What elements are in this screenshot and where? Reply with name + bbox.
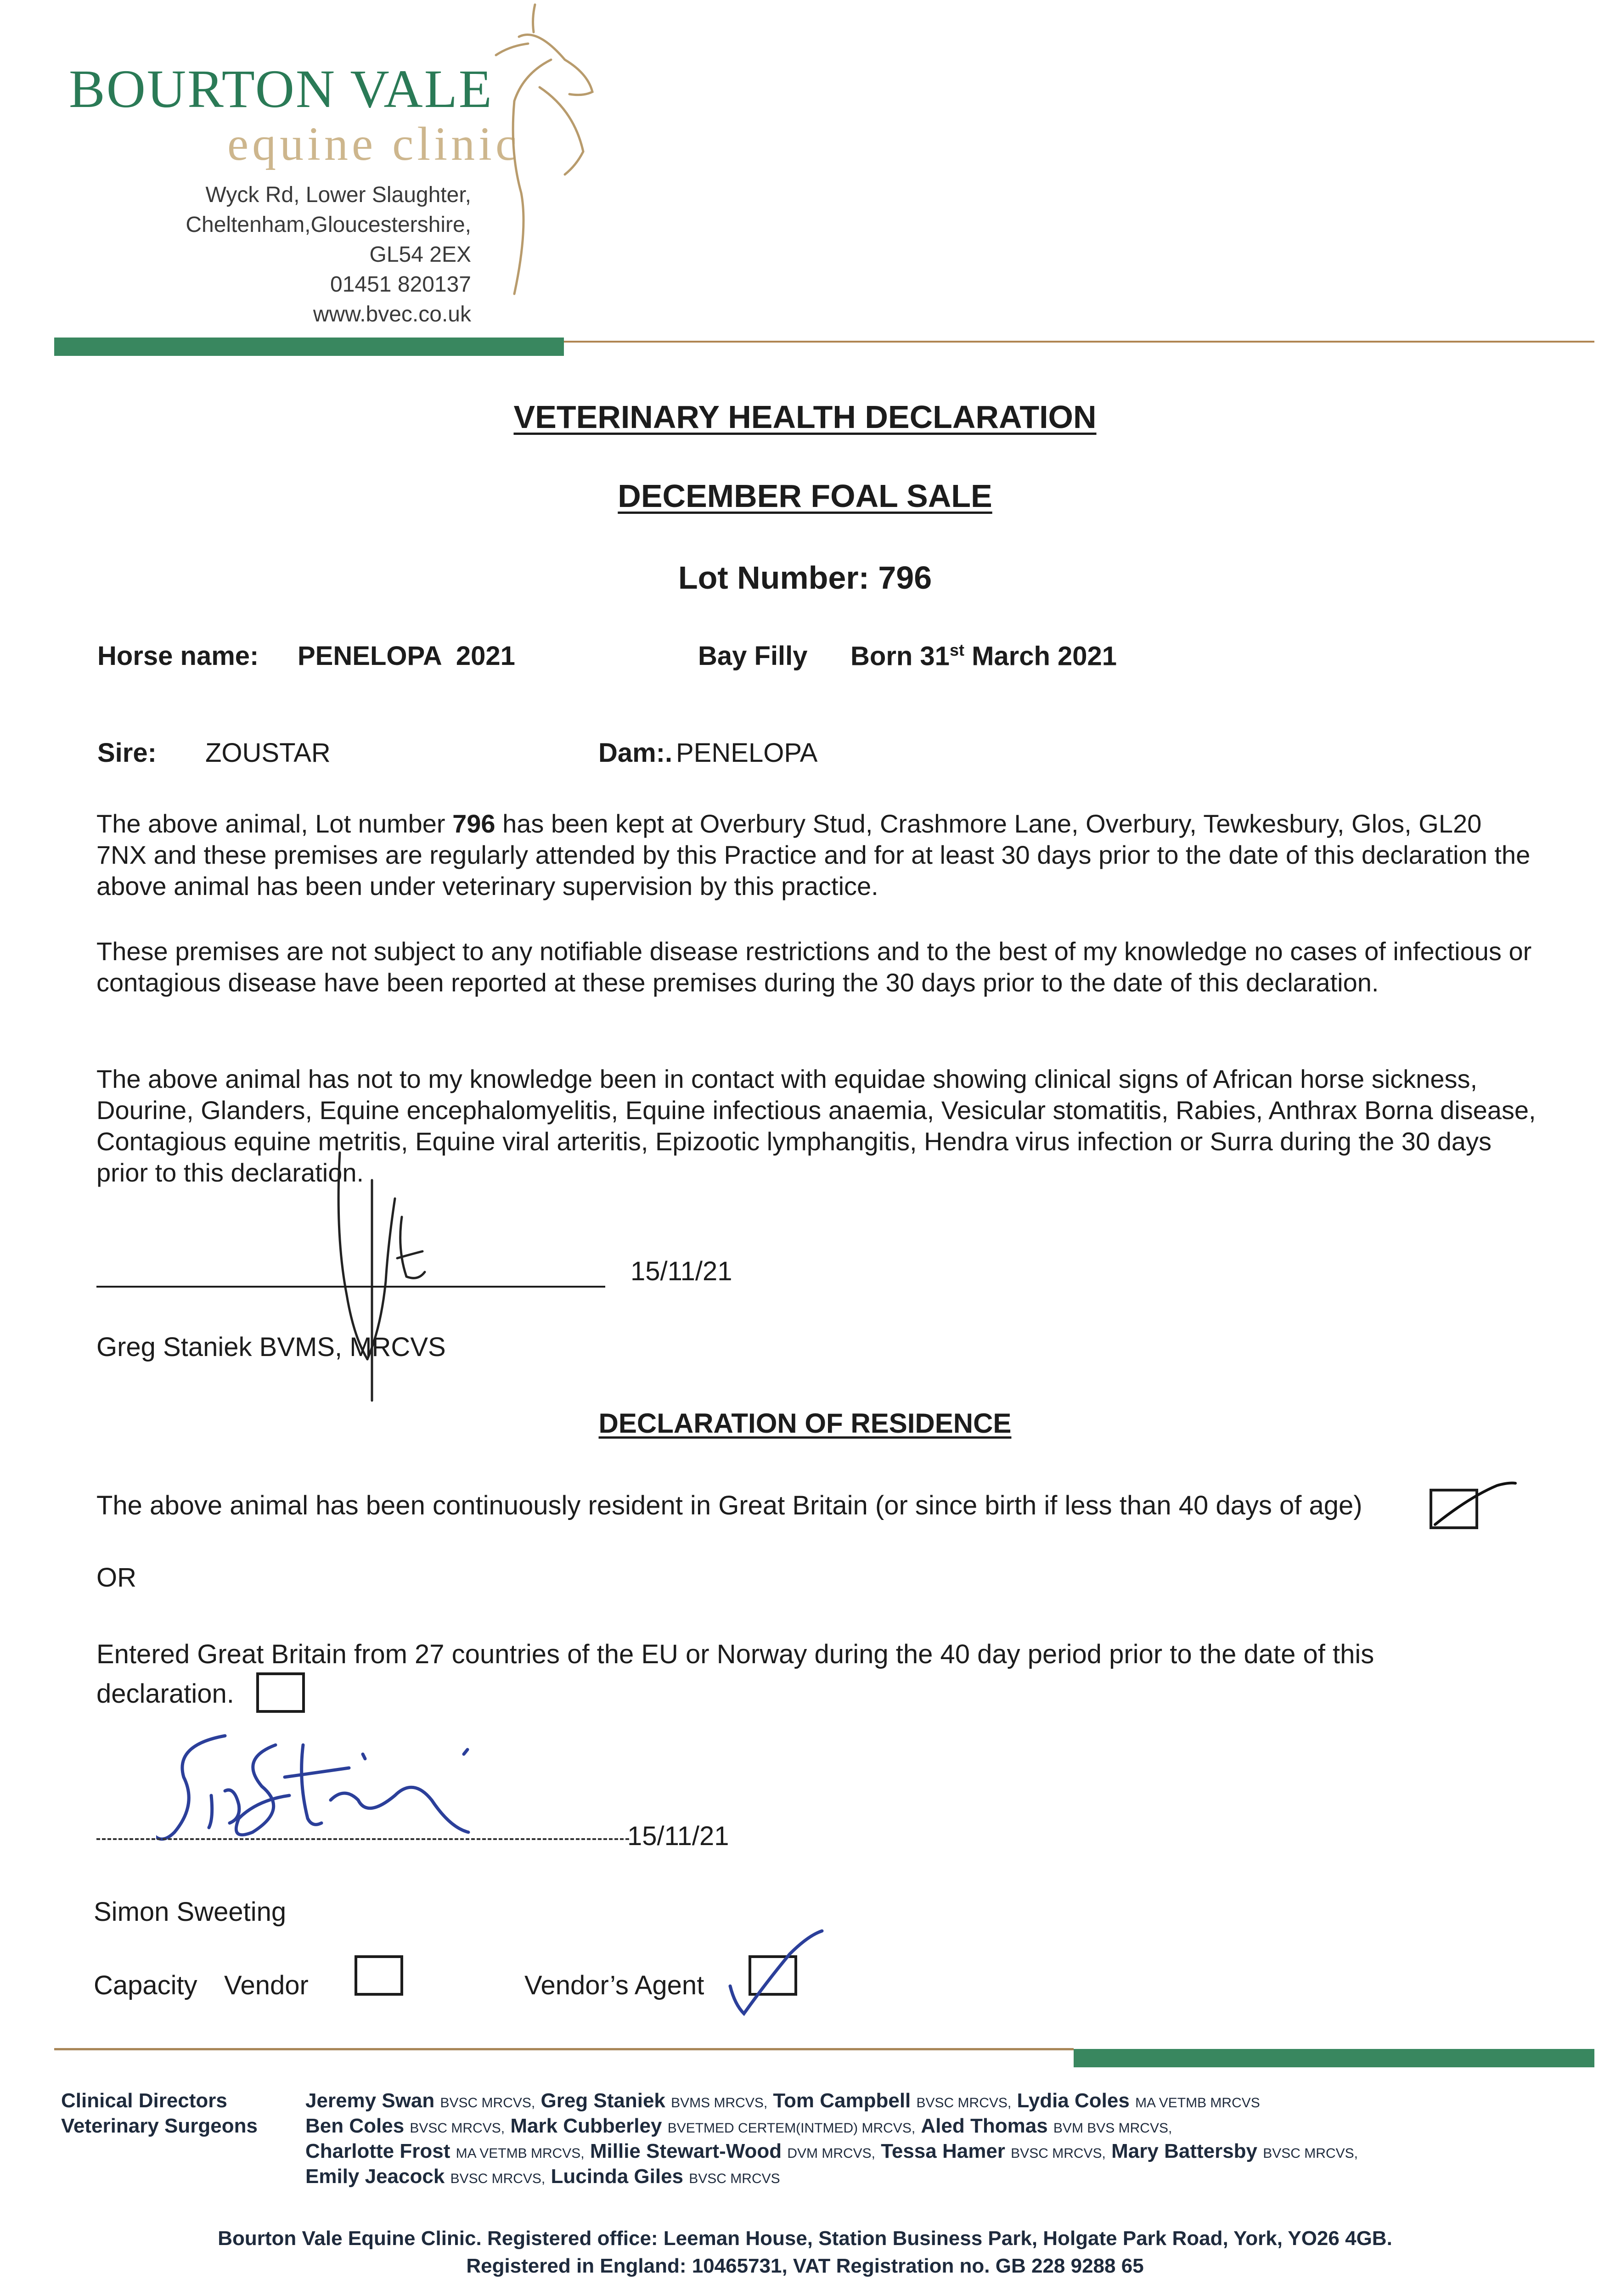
staff-qualification: BVSC MRCVS, xyxy=(1011,2146,1106,2161)
vendor-signature-date: 15/11/21 xyxy=(627,1821,729,1851)
staff-qualification: BVSC MRCVS, xyxy=(1263,2146,1358,2161)
staff-qualification: BVSC MRCVS xyxy=(689,2171,780,2186)
staff-name: Lydia Coles xyxy=(1017,2089,1130,2112)
sire-label: Sire: xyxy=(97,738,157,768)
document-subtitle: DECEMBER FOAL SALE xyxy=(618,478,992,514)
agent-option-label: Vendor’s Agent xyxy=(524,1970,704,2000)
checkmark-icon xyxy=(1428,1474,1520,1538)
residence-option-1: The above animal has been continuously resident in Great Britain (or since birth if less than 40 days of age) xyxy=(96,1491,1362,1520)
born-ordinal: st xyxy=(949,641,964,659)
horse-description: Bay Filly xyxy=(698,641,808,671)
staff-qualification: BVSC MRCVS, xyxy=(440,2095,535,2110)
capacity-label: Capacity xyxy=(94,1970,197,2000)
vet-signature-date: 15/11/21 xyxy=(630,1256,732,1286)
header-rule-gold xyxy=(564,341,1594,343)
dam-label: Dam:. xyxy=(598,738,673,768)
staff-name: Millie Stewart-Wood xyxy=(590,2140,782,2162)
staff-name: Jeremy Swan xyxy=(305,2089,435,2112)
vendor-signature-icon xyxy=(156,1727,569,1864)
vet-signature-icon xyxy=(303,1143,450,1410)
vendor-checkbox[interactable] xyxy=(355,1955,403,1996)
staff-qualification: BVETMED CERTEM(INTMED) MRCVS, xyxy=(667,2121,916,2136)
horse-name-label: Horse name: xyxy=(97,641,259,671)
staff-qualification: BVSC MRCVS, xyxy=(410,2121,505,2136)
vendor-option-label: Vendor xyxy=(224,1970,309,2000)
footer-rule-green xyxy=(1074,2049,1594,2067)
staff-line-3 xyxy=(305,2140,1358,2163)
declaration-paragraph-2: These premises are not subject to any notifiable disease restrictions and to the best of my knowledge no cases of infectious or contagious disease have been reported at these premises during the 30 days prior to the date of this declaration. xyxy=(96,937,1532,997)
staff-name: Tom Campbell xyxy=(773,2089,911,2112)
lot-number xyxy=(0,559,1610,596)
staff-line-2 xyxy=(305,2115,1172,2138)
residence-option-2-text: Entered Great Britain from 27 countries of the EU or Norway during the 40 day period prior to the date of this declaration. xyxy=(96,1639,1374,1709)
staff-qualification: BVSC MRCVS, xyxy=(916,2095,1012,2110)
lot-label: Lot Number: xyxy=(678,560,869,596)
staff-name: Charlotte Frost xyxy=(305,2140,450,2162)
vet-signatory-name: Greg Staniek BVMS, MRCVS xyxy=(96,1332,446,1362)
staff-line-1 xyxy=(305,2089,1260,2112)
staff-name: Mary Battersby xyxy=(1111,2140,1258,2162)
staff-name: Emily Jeacock xyxy=(305,2165,445,2188)
header-rule-green xyxy=(54,338,564,356)
staff-qualification: MA VETMB MRCVS, xyxy=(456,2146,585,2161)
staff-qualification: DVM MRCVS, xyxy=(787,2146,876,2161)
staff-name: Greg Staniek xyxy=(540,2089,665,2112)
phone-number: 01451 820137 xyxy=(330,272,471,297)
staff-qualification: BVMS MRCVS, xyxy=(671,2095,768,2110)
website-url: www.bvec.co.uk xyxy=(313,302,471,326)
staff-qualification: BVSC MRCVS, xyxy=(450,2171,546,2186)
registered-office: Bourton Vale Equine Clinic. Registered office: Leeman House, Station Business Park, Holgate Park Road, York, YO26 4GB. xyxy=(218,2227,1392,2250)
declaration-paragraph-1 xyxy=(96,808,1538,902)
born-prefix: Born 31 xyxy=(850,641,950,671)
staff-name: Mark Cubberley xyxy=(510,2115,662,2137)
clinical-directors-label: Clinical Directors xyxy=(61,2089,227,2112)
clinic-logo-subname: equine clinic xyxy=(227,118,521,170)
residence-option-2-checkbox[interactable] xyxy=(256,1672,305,1713)
company-registration: Registered in England: 10465731, VAT Registration no. GB 228 9288 65 xyxy=(466,2255,1144,2277)
address-line: Cheltenham,Gloucestershire, xyxy=(186,213,471,237)
born-suffix: March 2021 xyxy=(964,641,1117,671)
document-title: VETERINARY HEALTH DECLARATION xyxy=(513,399,1097,435)
sire-value: ZOUSTAR xyxy=(205,738,331,768)
vet-signature-line xyxy=(96,1286,605,1288)
staff-qualification: BVM BVS MRCVS, xyxy=(1053,2121,1172,2136)
lot-number-inline: 796 xyxy=(452,809,495,838)
address-line: Wyck Rd, Lower Slaughter, xyxy=(205,183,471,207)
footer-rule-gold xyxy=(54,2048,1074,2050)
horse-logo-icon xyxy=(478,0,615,321)
horse-name-value: PENELOPA 2021 xyxy=(298,641,515,671)
staff-name: Tessa Hamer xyxy=(881,2140,1005,2162)
staff-qualification: MA VETMB MRCVS xyxy=(1135,2095,1260,2110)
declaration-paragraph-3: The above animal has not to my knowledge been in contact with equidae showing clinical signs of African horse sickness, Dourine, Glanders, Equine encephalomyelitis, Equine infectious anaemia, Vesicular stomatitis, Rabies, Anthrax Borna disease, Contagious equine metritis, Equine viral arteritis, Epizootic lymphangitis, Hendra virus infection or Surra during the 30 days prior to this declaration. xyxy=(96,1064,1536,1187)
vendor-signatory-name: Simon Sweeting xyxy=(94,1897,287,1927)
or-label: OR xyxy=(96,1563,136,1593)
residence-option-2 xyxy=(96,1635,1502,1714)
staff-line-4 xyxy=(305,2165,780,2188)
lot-value: 796 xyxy=(878,560,932,596)
veterinary-surgeons-label: Veterinary Surgeons xyxy=(61,2115,258,2137)
clinic-logo-name: BOURTON VALE xyxy=(69,59,493,119)
address-line: GL54 2EX xyxy=(369,242,471,267)
horse-birth-date xyxy=(850,641,1117,671)
vendor-signature-line xyxy=(96,1838,629,1840)
paragraph-text: has been kept at Overbury Stud, Crashmore Lane, Overbury, Tewkesbury, Glos, GL20 7NX and these premises are regularly attended by this Practice and for at least 30 days prior to the date of this declaration the above animal has been under veterinary supervision by this practice. xyxy=(96,809,1531,900)
staff-name: Aled Thomas xyxy=(921,2115,1048,2137)
residence-title: DECLARATION OF RESIDENCE xyxy=(598,1408,1012,1439)
dam-value: PENELOPA xyxy=(676,738,818,768)
staff-name: Ben Coles xyxy=(305,2115,405,2137)
staff-name: Lucinda Giles xyxy=(551,2165,684,2188)
checkmark-icon xyxy=(726,1922,831,2023)
clinic-address xyxy=(186,180,471,329)
paragraph-text: The above animal, Lot number xyxy=(96,809,453,838)
